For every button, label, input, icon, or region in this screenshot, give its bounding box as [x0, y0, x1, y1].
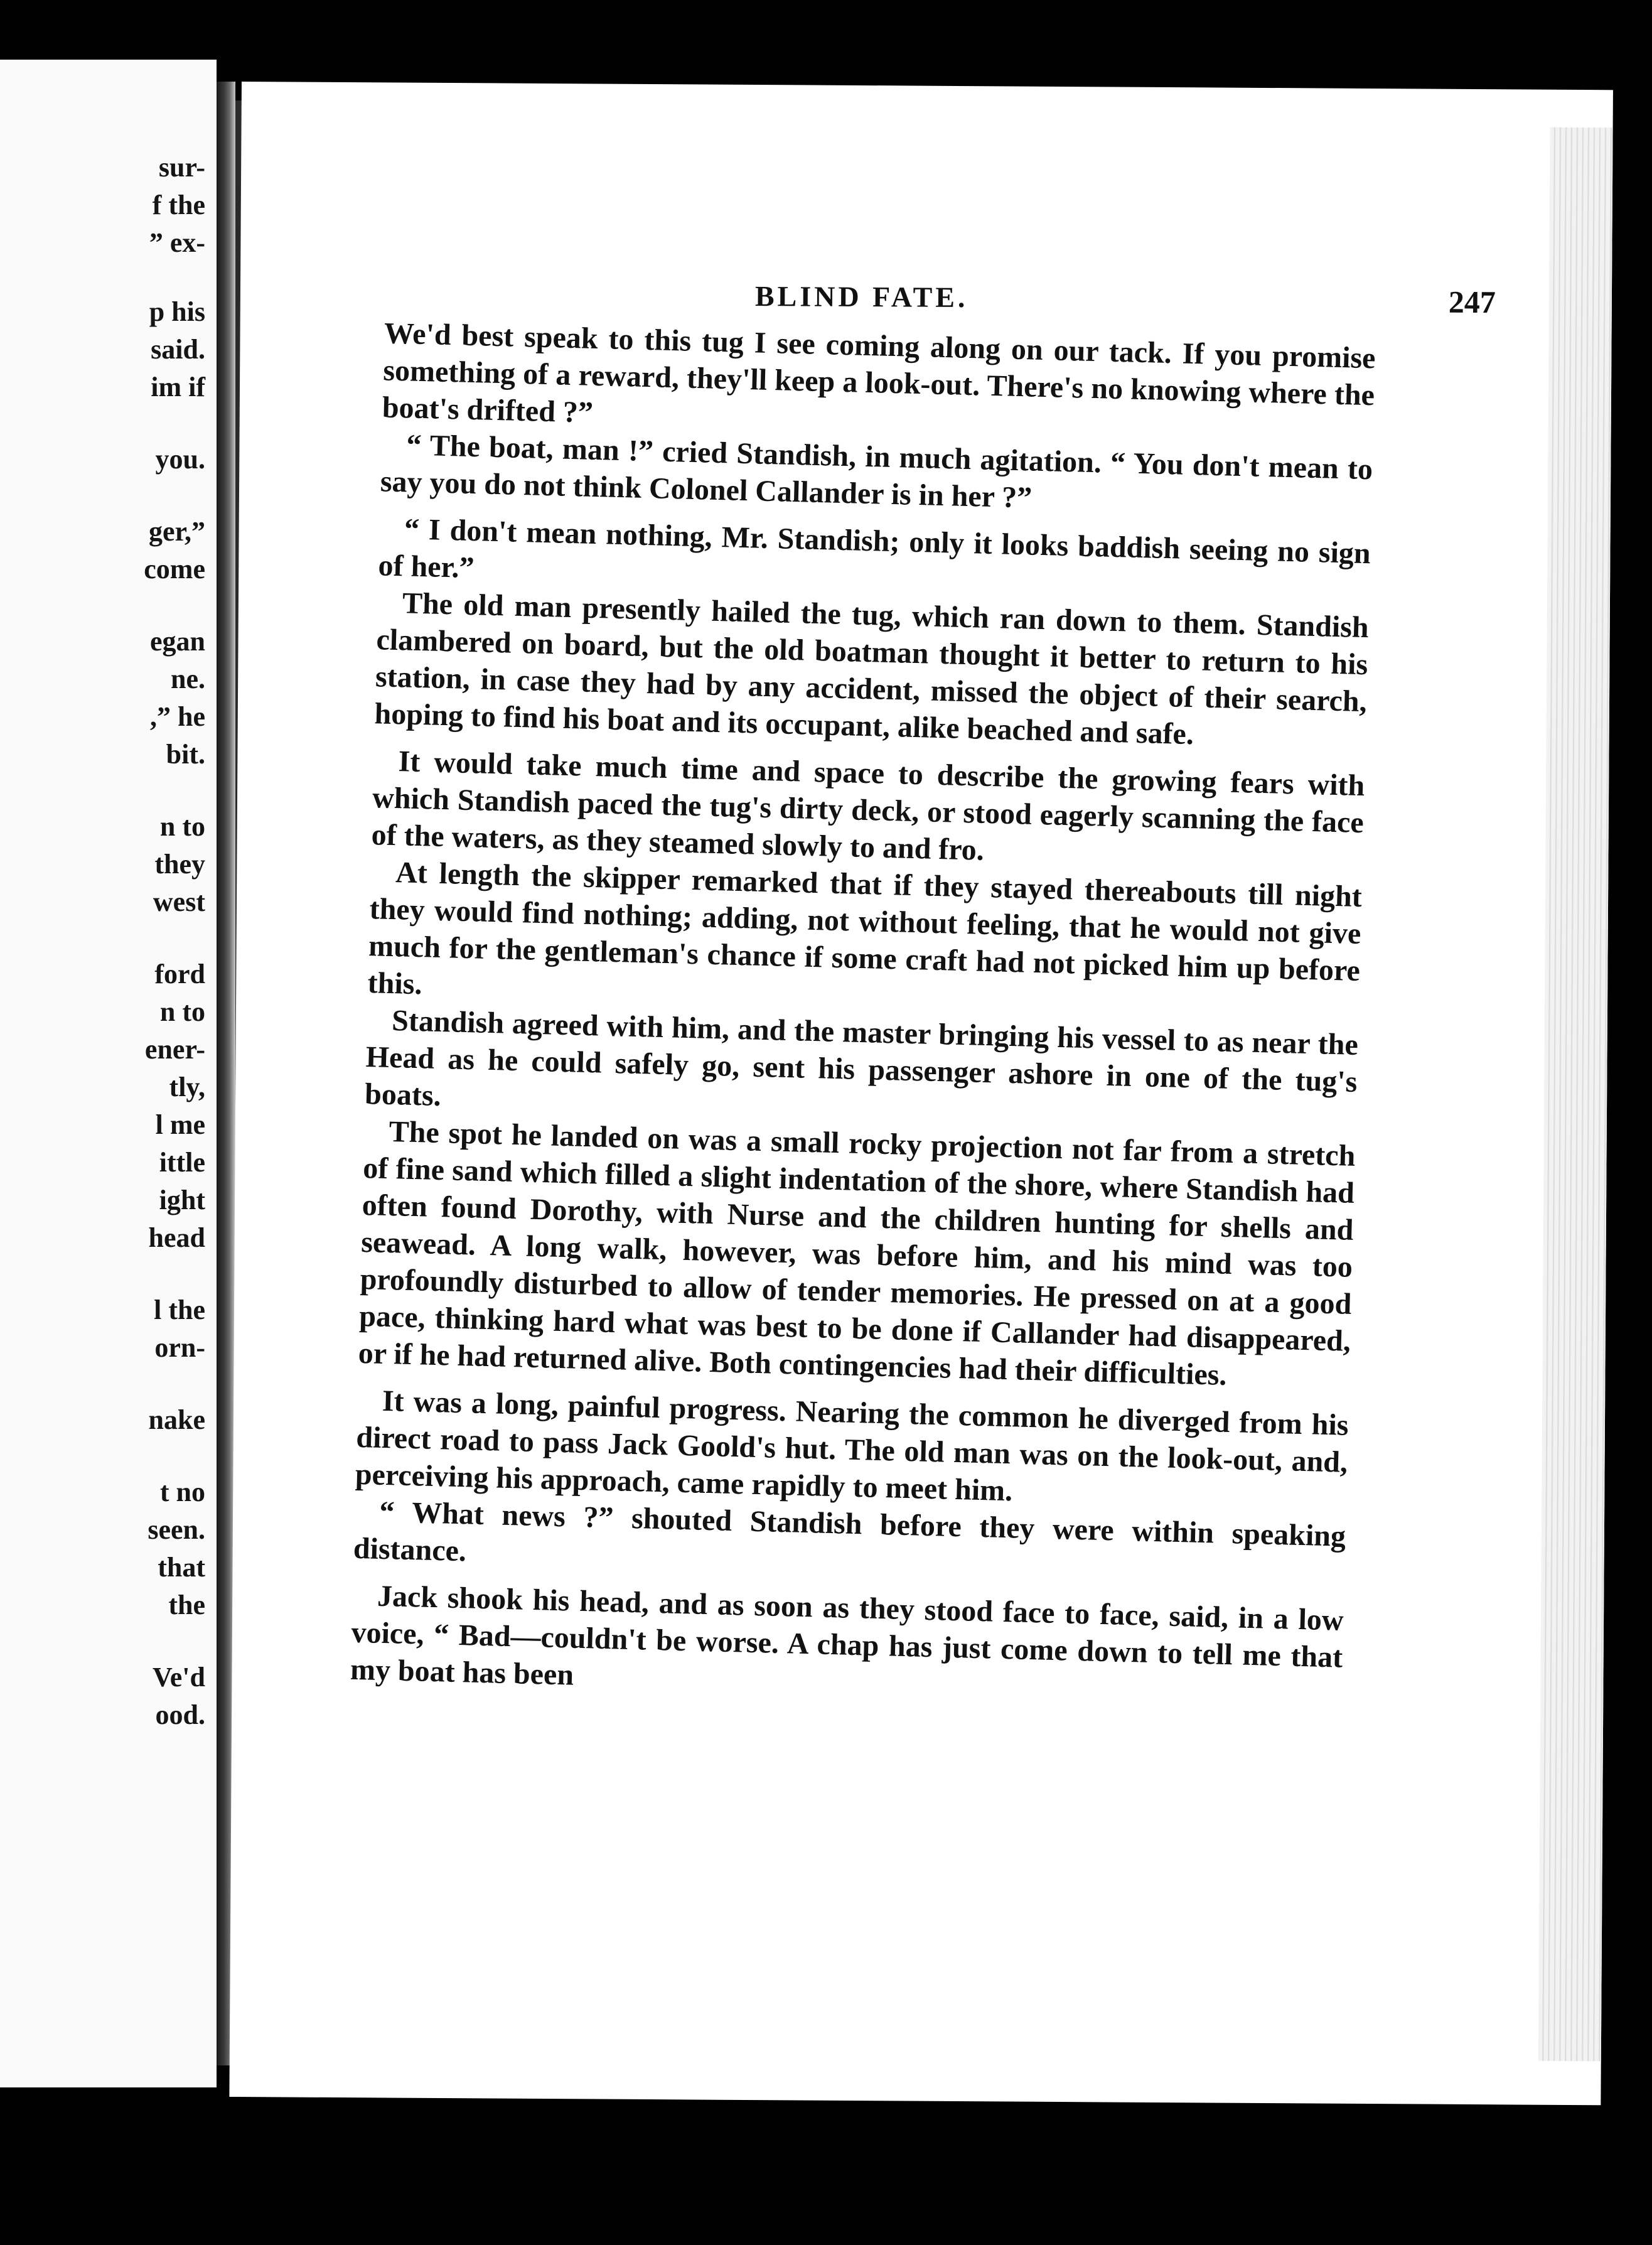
paragraph: We'd best speak to this tug I see coming along on our tack. If you promise something of a reward, they'll keep a look-out. There's no knowing where the boat's drifted ?” [382, 316, 1376, 429]
left-page-fragment: ight [159, 1185, 205, 1215]
left-page-fragment: come [144, 554, 205, 584]
left-page-fragment: t no [159, 1477, 205, 1507]
left-page-fragment: ener- [144, 1034, 205, 1065]
left-page-fragment: you. [155, 444, 205, 475]
left-page-fragment: ne. [171, 664, 205, 694]
left-facing-page [0, 60, 217, 2087]
left-page-fragment: l me [155, 1109, 205, 1140]
paragraph: “ The boat, man !” cried Standish, in much agitation. “ You don't mean to say you do not think Colonel Callander is in her ?” [380, 428, 1373, 515]
paragraph: Standish agreed with him, and the master bringing his vessel to as near the Head as he could safely go, sent his passenger ashore in one of the tug's boats. [364, 1004, 1359, 1113]
left-page-fragment: they [154, 849, 205, 880]
left-page-fragment: im if [151, 372, 205, 402]
paragraph: The old man presently hailed the tug, which ran down to them. Standish clambered on board, but the old boatman thought it better to return to his station, in case they had by any accident, missed the object of their search, hoping to find his boat and its occupant, alike beached and safe. [373, 586, 1370, 751]
left-page-fragment: egan [150, 626, 205, 657]
left-page-fragment: nake [148, 1404, 205, 1435]
paragraph: “ What news ?” shouted Standish before they were within speaking distance. [353, 1495, 1346, 1568]
paragraph: The spot he landed on was a small rocky projection not far from a stretch of fine sand which filled a slight indentation of the shore, where Standish had often found Dorothy, with Nurse and the children hunting for shells and seawead. A long walk, however, was before him, and his mind was too profoundly disturbed to allow of tender memories. He pressed on at a good pace, thinking hard what was best to be done if Callander had disappeared, or if he had returned alive. Both contingencies had their difficulties. [358, 1115, 1356, 1392]
page-header [755, 279, 1496, 328]
paragraph: At length the skipper remarked that if they stayed thereabouts till night they would find nothing; adding, not without feeling, that he would not give much for the gentleman's chance if some craft had not picked him up before this. [367, 856, 1363, 1001]
left-page-fragment: ger,” [148, 516, 205, 547]
paragraph: It was a long, painful progress. Nearing the common he diverged from his direct road to pass Jack Goold's hut. The old man was on the look-out, and, perceiving his approach, came rapidly to meet him. [355, 1384, 1349, 1508]
left-page-fragment: seen. [148, 1514, 205, 1545]
page-number: 247 [1448, 284, 1496, 320]
body-text [350, 315, 1376, 1713]
left-page-fragment: n to [159, 811, 205, 842]
left-page-fragment: bit. [166, 739, 205, 770]
left-page-fragment: sur- [158, 152, 205, 183]
right-page [229, 82, 1613, 2105]
left-page-fragment: tly, [169, 1072, 205, 1102]
left-page-fragment: ” ex- [149, 227, 205, 258]
left-page-fragment: ,” he [150, 701, 205, 732]
left-page-fragment: that [158, 1552, 205, 1583]
paragraph: It would take much time and space to describe the growing fears with which Standish paced the tug's dirty deck, or stood eagerly scanning the face of the waters, as they steamed slowly to and fro. [371, 745, 1365, 867]
running-head: BLIND FATE. [754, 280, 968, 314]
paragraph: “ I don't mean nothing, Mr. Standish; only it looks baddish seeing no sign of her.” [377, 512, 1371, 585]
left-page-fragment: Ve'd [153, 1662, 205, 1693]
left-page-fragment: ittle [159, 1147, 205, 1178]
paragraph: Jack shook his head, and as soon as they stood face to face, said, in a low voice, “ Bad—couldn't be worse. A chap has just come down to tell me that my boat has been [350, 1579, 1344, 1692]
left-page-fragment: the [168, 1590, 205, 1620]
page-edges [1538, 127, 1613, 2062]
left-page-fragment: said. [151, 334, 205, 365]
left-page-fragment: west [153, 886, 205, 917]
left-page-fragment: p his [149, 296, 205, 327]
left-page-fragment: orn- [154, 1332, 205, 1363]
left-page-fragment: f the [152, 190, 205, 220]
left-page-fragment: head [148, 1222, 205, 1253]
left-page-fragment: ood. [155, 1699, 205, 1730]
left-page-fragment: ford [154, 959, 205, 989]
left-page-fragment: l the [154, 1295, 205, 1325]
left-page-fragment: n to [159, 996, 205, 1027]
